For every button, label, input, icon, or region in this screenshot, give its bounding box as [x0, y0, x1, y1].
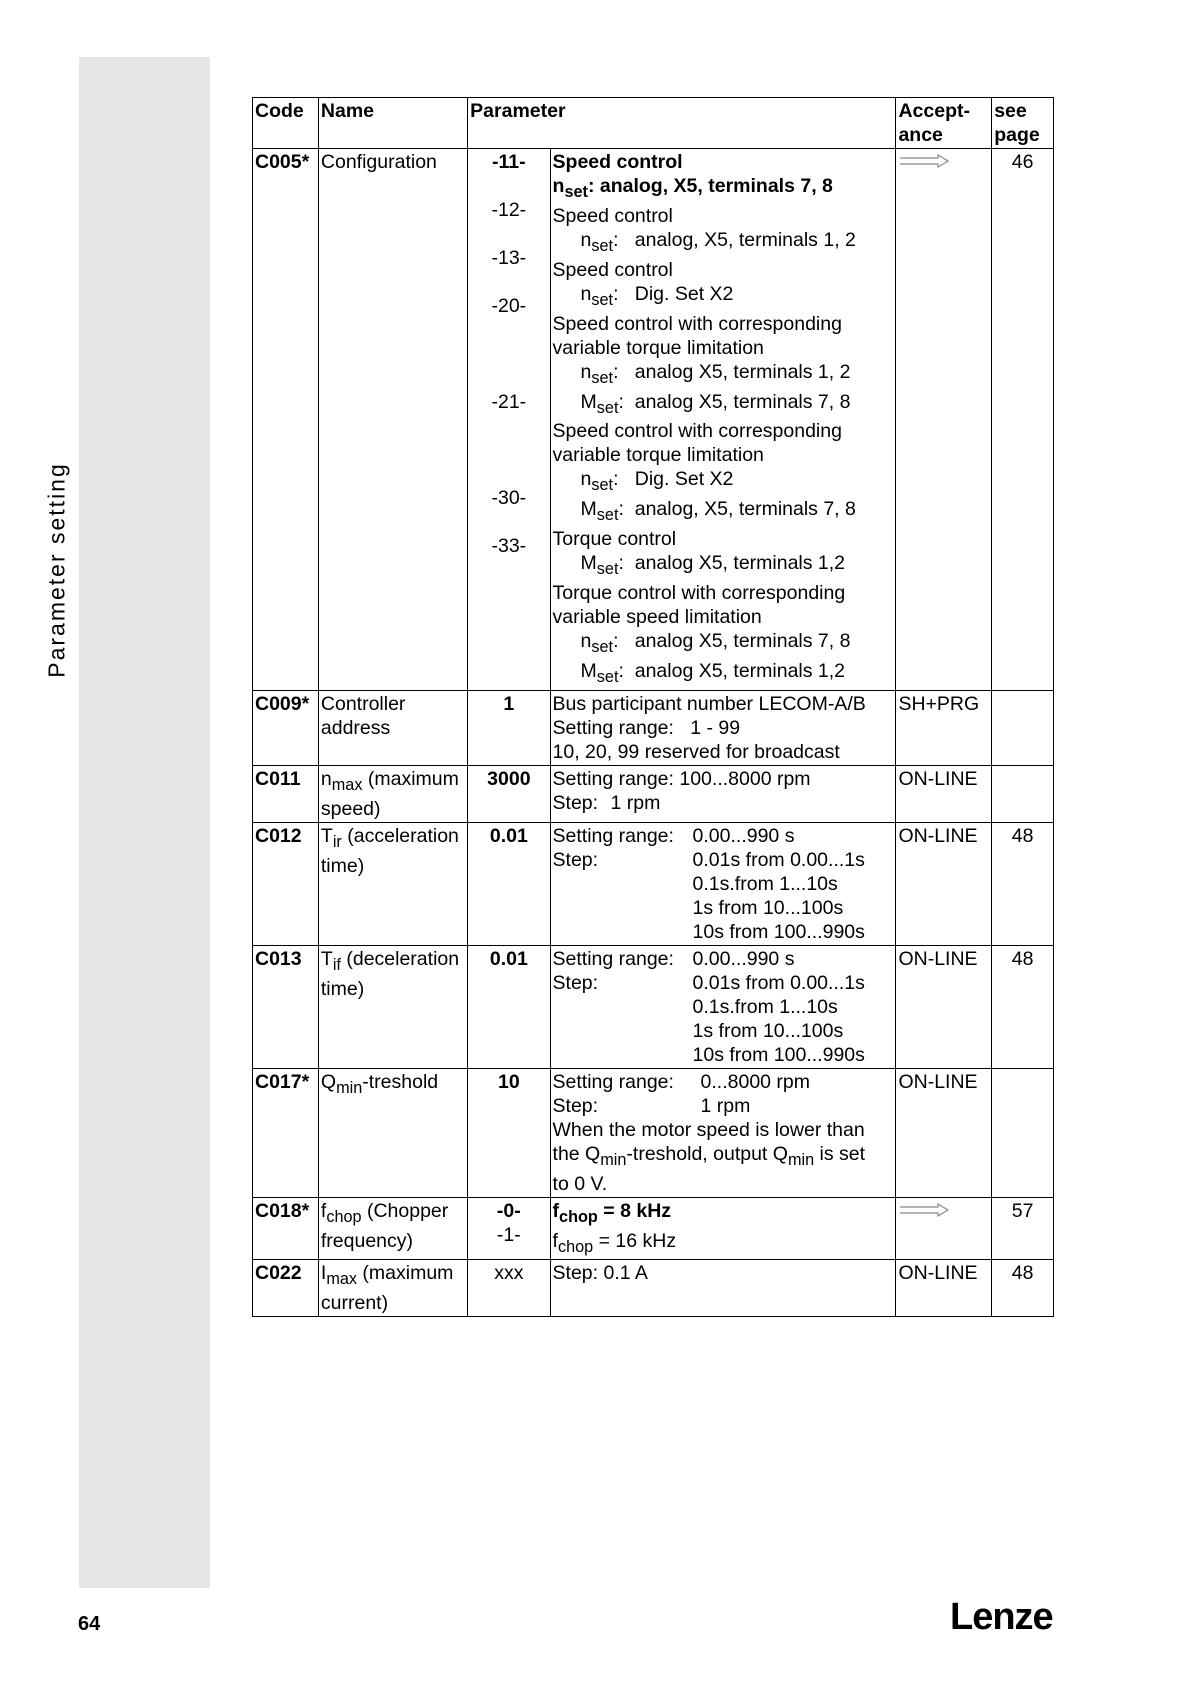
row-description: $f_{chop} = 8$ kHz $f_{chop} = 16$ kHz: [550, 1197, 896, 1260]
sidebar-band: [79, 57, 210, 1588]
table-row: [253, 945, 1054, 1068]
row-description: Setting range: 0...8000 rpm Step: 1 rpm When the motor speed is lower than the $Q_{min}$-treshold, output $Q_{min}$ is set to 0 V.: [550, 1068, 896, 1197]
table-row: [253, 1197, 1054, 1260]
row-name: $T_{ir}$ (acceleration time): [318, 822, 467, 945]
row-description: Speed control $n_{set}$: analog, X5, terminals 7, 8 Speed control $n_{set}$: analog, X5, terminals 1, 2 Speed control $n_{set}$: Dig. Set X2 Speed control with corresponding variable torque limitation $n_{set}$: analog X5, terminals 1, 2 $M_{set}$: analog X5, terminals 7, 8 Speed control with corresponding variable torque limitation $n_{set}$: Dig. Set X2 $M_{set}$: analog, X5, terminals 7, 8 Torque control $M_{set}$: analog X5, terminals 1,2 Torque control with corresponding variable speed limitation $n_{set}$: analog X5, terminals 7, 8 $M_{set}$: analog X5, terminals 1,2: [550, 149, 896, 691]
row-value: xxx: [468, 1260, 550, 1317]
arrow-right-icon: [898, 1203, 950, 1217]
table-row: [253, 149, 1054, 691]
row-acceptance: ON-LINE: [896, 1068, 992, 1197]
row-code: C022: [253, 1260, 319, 1317]
table-row: [253, 822, 1054, 945]
row-value: 0.01: [468, 945, 550, 1068]
table-row: [253, 690, 1054, 765]
row-acceptance: ON-LINE: [896, 945, 992, 1068]
header-name: Name: [318, 98, 467, 149]
row-page: 57: [992, 1197, 1054, 1260]
row-page: 48: [992, 822, 1054, 945]
page-number: 64: [78, 1613, 101, 1635]
row-value: 3000: [468, 765, 550, 822]
row-page: [992, 765, 1054, 822]
row-acceptance: ON-LINE: [896, 822, 992, 945]
row-value: 0.01: [468, 822, 550, 945]
row-acceptance: ON-LINE: [896, 765, 992, 822]
row-name: Controller address: [318, 690, 467, 765]
row-acceptance: SH+PRG: [896, 690, 992, 765]
table-header-row: [253, 98, 1054, 149]
row-values: -0- -1-: [468, 1197, 550, 1260]
row-acceptance: ON-LINE: [896, 1260, 992, 1317]
row-value: 1: [468, 690, 550, 765]
row-acceptance: [896, 1197, 992, 1260]
section-title: Parameter setting: [43, 462, 70, 678]
table-row: [253, 765, 1054, 822]
row-values: -11- -12- -13- -20- -21- -30- -33-: [468, 149, 550, 691]
row-code: C017*: [253, 1068, 319, 1197]
row-description: Setting range: 0.00...990 s Step: 0.01s from 0.00...1s 0.1s.from 1...10s 1s from 10...100s 10s from 100...990s: [550, 945, 896, 1068]
row-name: $n_{max}$ (maximum speed): [318, 765, 467, 822]
parameter-table: [252, 97, 1054, 1317]
row-description: Bus participant number LECOM-A/B Setting range: 1 - 99 10, 20, 99 reserved for broadcast: [550, 690, 896, 765]
row-name: $T_{if}$ (deceleration time): [318, 945, 467, 1068]
row-name: $f_{chop}$ (Chopper frequency): [318, 1197, 467, 1260]
header-see-page: see page: [992, 98, 1054, 149]
brand-logo: Lenze: [950, 1596, 1053, 1638]
row-code: C012: [253, 822, 319, 945]
row-page: 48: [992, 1260, 1054, 1317]
row-name: $I_{max}$ (maximum current): [318, 1260, 467, 1317]
row-name: Configuration: [318, 149, 467, 691]
arrow-right-icon: [898, 154, 950, 168]
table-row: [253, 1068, 1054, 1197]
row-code: C005*: [253, 149, 319, 691]
row-page: [992, 690, 1054, 765]
row-description: Step: 0.1 A: [550, 1260, 896, 1317]
row-page: [992, 1068, 1054, 1197]
header-parameter: Parameter: [468, 98, 896, 149]
row-acceptance: [896, 149, 992, 691]
row-code: C011: [253, 765, 319, 822]
row-value: 10: [468, 1068, 550, 1197]
row-page: 46: [992, 149, 1054, 691]
row-description: Setting range: 100...8000 rpm Step: 1 rpm: [550, 765, 896, 822]
row-page: 48: [992, 945, 1054, 1068]
row-name: $Q_{min}$-treshold: [318, 1068, 467, 1197]
row-code: C018*: [253, 1197, 319, 1260]
header-code: Code: [253, 98, 319, 149]
header-acceptance: Accept- ance: [896, 98, 992, 149]
row-description: Setting range: 0.00...990 s Step: 0.01s from 0.00...1s 0.1s.from 1...10s 1s from 10...100s 10s from 100...990s: [550, 822, 896, 945]
row-code: C009*: [253, 690, 319, 765]
row-code: C013: [253, 945, 319, 1068]
table-row: [253, 1260, 1054, 1317]
